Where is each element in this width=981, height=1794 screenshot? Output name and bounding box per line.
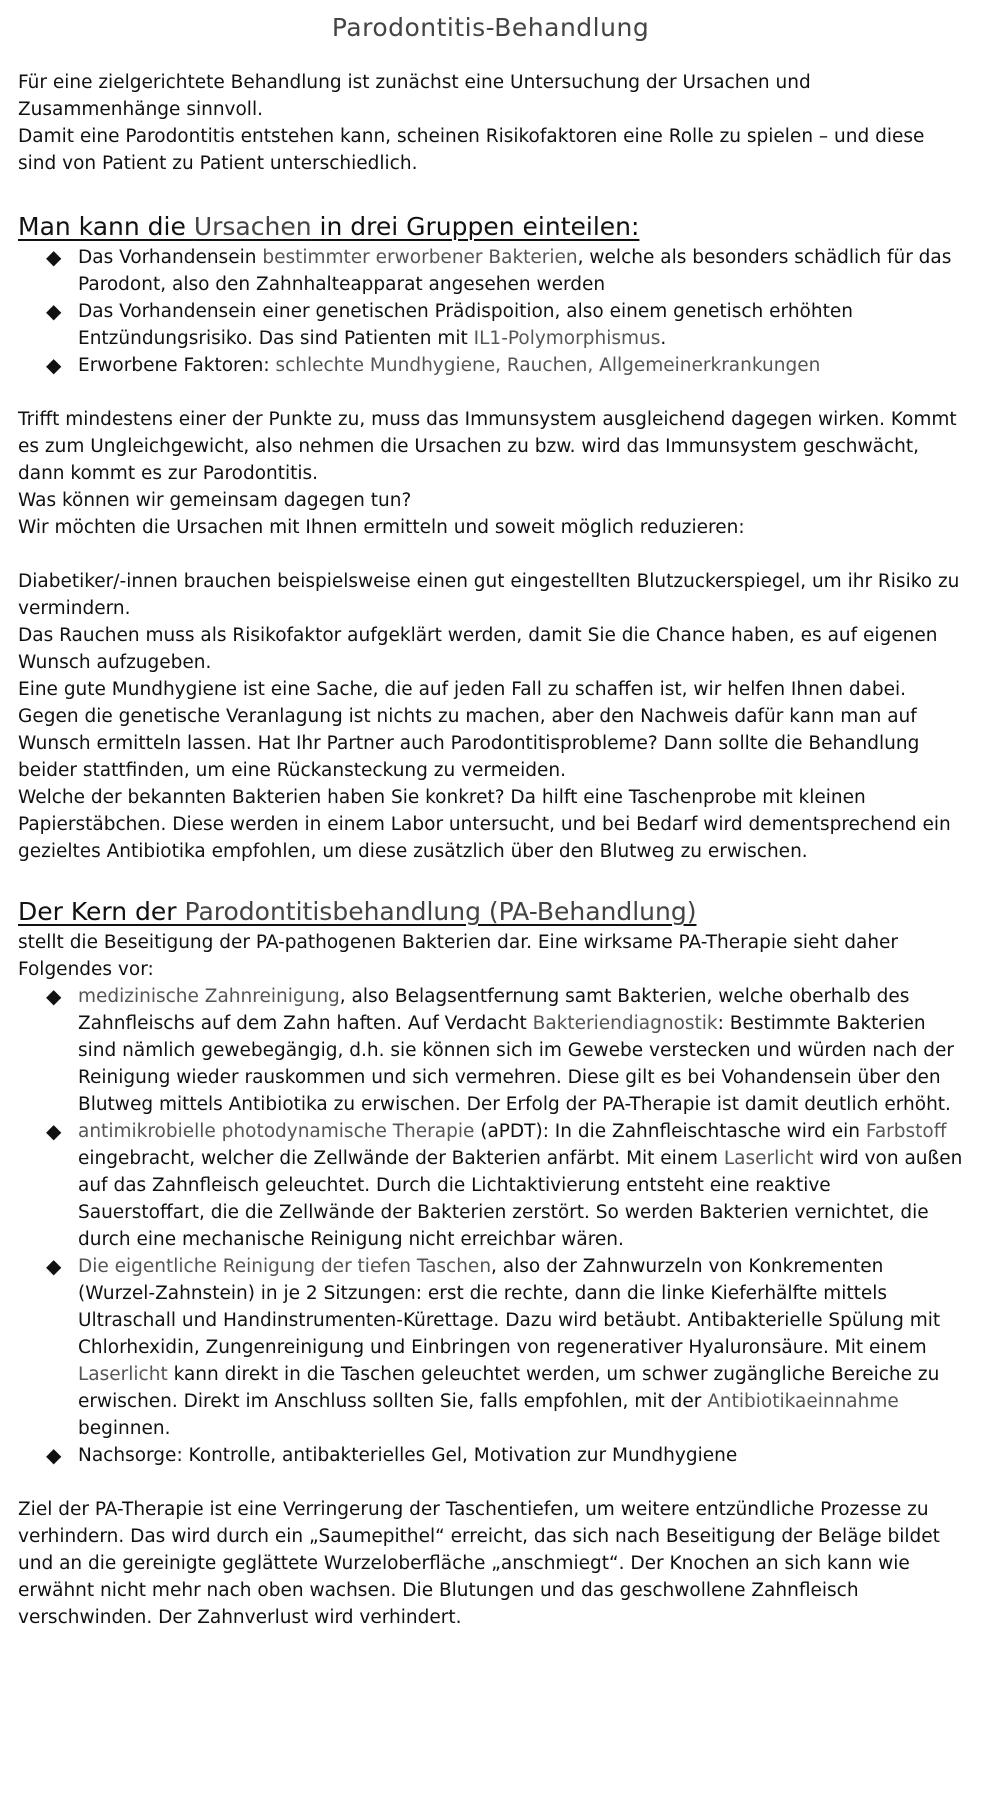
item-text: Das Vorhandensein	[78, 247, 263, 268]
item-highlight: medizinische Zahnreinigung	[78, 986, 340, 1007]
body-section-2	[18, 568, 963, 865]
item-text: Erworbene Faktoren:	[78, 355, 276, 376]
section-heading-causes	[18, 210, 963, 244]
causes-list	[18, 244, 963, 379]
item-highlight: antimikrobielle photodynamische Therapie	[78, 1121, 475, 1142]
item-highlight: IL1-Polymorphismus	[473, 328, 661, 349]
list-item	[18, 1253, 963, 1442]
item-text: , also der Zahnwurzeln von Konkrementen (Wurzel-Zahnstein) in je 2 Sitzungen: erst die rechte, dann die linke Kieferhälfte mittels Ultraschall und Handinstrumenten-Kürettage. Dazu wird betäubt. Antibakterielle Spülung mit Chlorhexidin, Zungenreinigung und Einbringen von regenerativer Hyaluronsäure. Mit einem	[78, 1256, 941, 1358]
heading-highlight: Parodontitisbehandlung (PA-Behandlung)	[184, 897, 697, 926]
list-item	[18, 244, 963, 298]
section-heading-treatment	[18, 895, 963, 929]
heading-text: Man kann die	[18, 212, 194, 241]
conclusion-section	[18, 1496, 963, 1631]
item-text: beginnen.	[78, 1418, 171, 1439]
list-item	[18, 983, 963, 1118]
item-text: , also Belagsentfernung samt Bakterien, welche oberhalb des Zahnfleischs auf dem Zahn haften. Auf Verdacht	[78, 986, 910, 1034]
item-text: eingebracht, welcher die Zellwände der Bakterien anfärbt. Mit einem	[78, 1148, 724, 1169]
item-text: .	[660, 328, 667, 349]
body-paragraph: Wir möchten die Ursachen mit Ihnen ermitteln und soweit möglich reduzieren:	[18, 517, 745, 538]
item-highlight: Bakteriendiagnostik	[532, 1013, 718, 1034]
item-highlight: Laserlicht	[723, 1148, 814, 1169]
list-item	[18, 298, 963, 352]
item-highlight: Antibiotikaeinnahme	[707, 1391, 899, 1412]
list-item	[18, 352, 963, 379]
therapy-list	[18, 983, 963, 1469]
heading-text: in drei Gruppen einteilen:	[311, 212, 640, 241]
body-paragraph: Diabetiker/-innen brauchen beispielsweise einen gut eingestellten Blutzuckerspiegel, um ihr Risiko zu vermindern.	[18, 571, 960, 619]
item-highlight: schlechte Mundhygiene, Rauchen, Allgemeinerkrankungen	[275, 355, 821, 376]
body-paragraph: Trifft mindestens einer der Punkte zu, muss das Immunsystem ausgleichend dagegen wirken. Kommt es zum Ungleichgewicht, also nehmen die Ursachen zu bzw. wird das Immunsystem geschwächt, dann kommt es zur Parodontitis.	[18, 409, 957, 484]
conclusion-paragraph: Ziel der PA-Therapie ist eine Verringerung der Taschentiefen, um weitere entzündliche Prozesse zu verhindern. Das wird durch ein „Saumepithel“ erreicht, das sich nach Beseitigung der Beläge bildet und an die gereinigte geglättete Wurzeloberfläche „anschmiegt“. Der Knochen an sich kann wie erwähnt nicht mehr nach oben wachsen. Die Blutungen und das geschwollene Zahnfleisch verschwinden. Der Zahnverlust wird verhindert.	[18, 1499, 940, 1628]
body-paragraph: Was können wir gemeinsam dagegen tun?	[18, 490, 412, 511]
item-text: : Bestimmte Bakterien sind nämlich gewebegängig, d.h. sie können sich im Gewebe verstecken und würden nach der Reinigung wieder rauskommen und sich vermehren. Diese gilt es bei Vohandensein über den Blutweg mittels Antibiotika zu erwischen. Der Erfolg der PA-Therapie ist damit deutlich erhöht.	[78, 1013, 954, 1115]
item-text: : Kontrolle, antibakterielles Gel, Motivation zur Mundhygiene	[176, 1445, 738, 1466]
item-text: kann direkt in die Taschen geleuchtet werden, um schwer zugängliche Bereiche zu erwischen. Direkt im Anschluss sollten Sie, falls empfohlen, mit der	[78, 1364, 940, 1412]
list-item	[18, 1118, 963, 1253]
body-paragraph: Welche der bekannten Bakterien haben Sie konkret? Da hilft eine Taschenprobe mit kleinen Papierstäbchen. Diese werden in einem Labor untersucht, und bei Bedarf wird dementsprechend ein gezieltes Antibiotika empfohlen, um diese zusätzlich über den Blutweg zu erwischen.	[18, 787, 951, 862]
intro-section	[18, 69, 963, 177]
body-section-1	[18, 406, 963, 541]
page-title: Parodontitis-Behandlung	[331, 13, 650, 42]
heading-highlight: Ursachen	[193, 212, 312, 241]
item-text: , welche als besonders schädlich für das Parodont, also den Zahnhalteapparat angesehen werden	[78, 247, 952, 295]
item-highlight: Farbstoff	[865, 1121, 947, 1142]
intro-paragraph-1: Für eine zielgerichtete Behandlung ist zunächst eine Untersuchung der Ursachen und Zusammenhänge sinnvoll.	[18, 72, 811, 120]
body-paragraph: Eine gute Mundhygiene ist eine Sache, die auf jeden Fall zu schaffen ist, wir helfen Ihnen dabei. Gegen die genetische Veranlagung ist nichts zu machen, aber den Nachweis dafür kann man auf Wunsch ermitteln lassen. Hat Ihr Partner auch Parodontitisprobleme? Dann sollte die Behandlung beider stattfinden, um eine Rückansteckung zu vermeiden.	[18, 679, 920, 781]
list-item	[18, 1442, 963, 1469]
item-text: wird von außen auf das Zahnfleisch geleuchtet. Durch die Lichtaktivierung entsteht eine reaktive Sauerstoffart, die die Zellwände der Bakterien zerstört. So werden Bakterien vernichtet, die durch eine mechanische Reinigung nicht erreichbar wären.	[78, 1148, 963, 1250]
section-subline: stellt die Beseitigung der PA-pathogenen Bakterien dar. Eine wirksame PA-Therapie sieht daher Folgendes vor:	[18, 932, 899, 980]
body-paragraph: Das Rauchen muss als Risikofaktor aufgeklärt werden, damit Sie die Chance haben, es auf eigenen Wunsch aufzugeben.	[18, 625, 938, 673]
item-text: (aPDT): In die Zahnfleischtasche wird ein	[474, 1121, 866, 1142]
item-highlight: bestimmter erworbener Bakterien	[262, 247, 578, 268]
item-highlight: Laserlicht	[78, 1364, 168, 1385]
item-highlight: Nachsorge	[78, 1445, 177, 1466]
item-highlight: Die eigentliche Reinigung der tiefen Taschen	[78, 1256, 492, 1277]
intro-paragraph-2: Damit eine Parodontitis entstehen kann, scheinen Risikofaktoren eine Rolle zu spielen – und diese sind von Patient zu Patient unterschiedlich.	[18, 126, 925, 174]
heading-text: Der Kern der	[18, 897, 185, 926]
item-text: Das Vorhandensein einer genetischen Prädispoition, also einem genetisch erhöhten Entzündungsrisiko. Das sind Patienten mit	[78, 301, 853, 349]
